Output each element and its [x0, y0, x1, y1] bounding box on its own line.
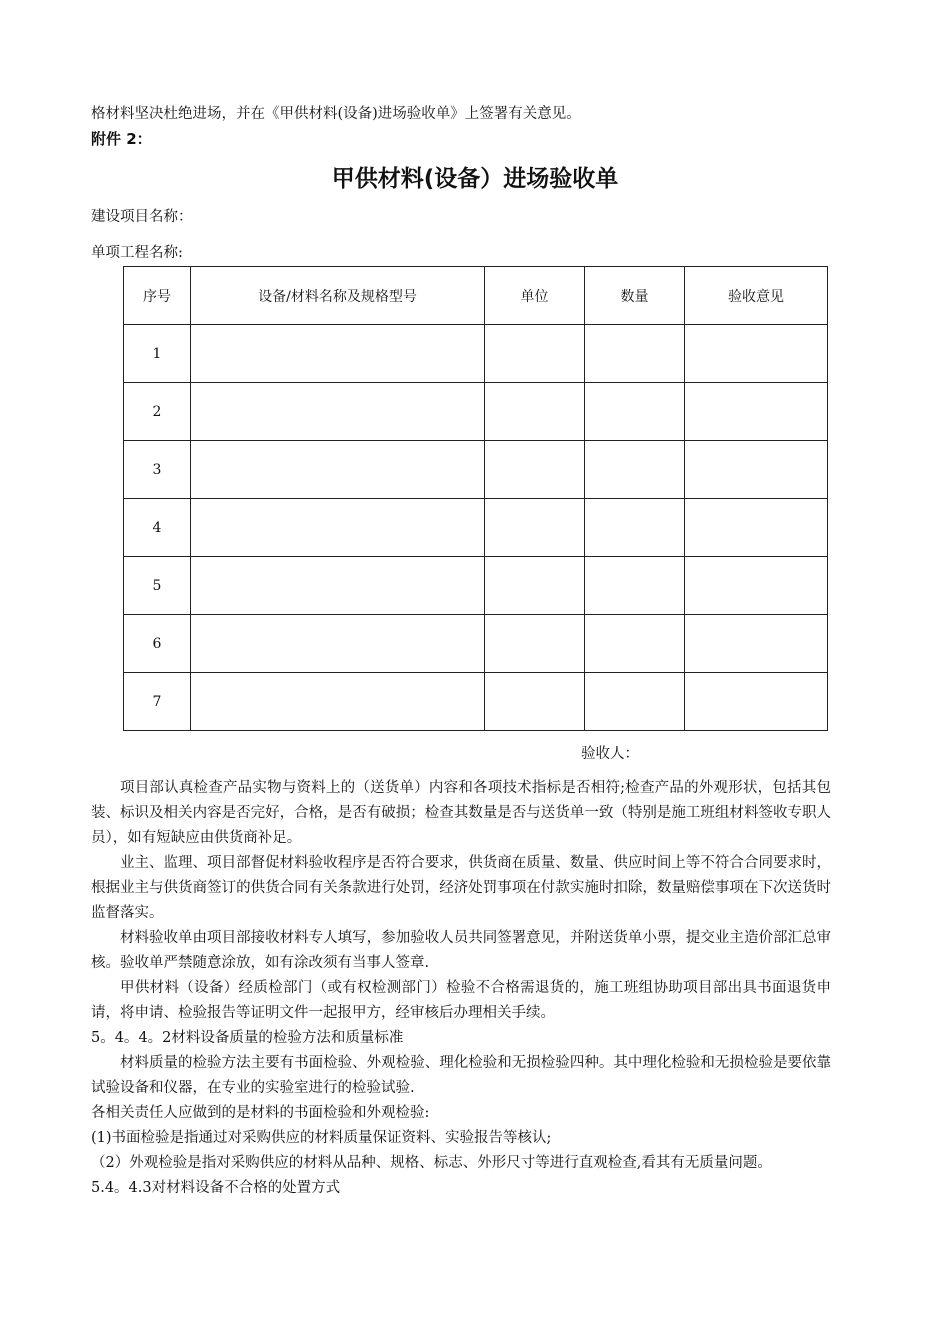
paragraph-acceptance-form: 材料验收单由项目部接收材料专人填写，参加验收人员共同签署意见，并附送货单小票，提交业主造价部汇总审核。验收单严禁随意涂放，如有涂改须有当事人签章.: [91, 930, 831, 971]
inspector-label: 验收人：: [581, 746, 639, 762]
opinion-cell[interactable]: [685, 557, 828, 615]
header-quantity: 数量: [585, 267, 685, 325]
table-row: [124, 615, 828, 673]
row-number: 1: [124, 325, 191, 383]
acceptance-table: [123, 266, 828, 731]
unit-cell[interactable]: [485, 441, 585, 499]
header-item-name: 设备/材料名称及规格型号: [191, 267, 485, 325]
paragraph-return: 甲供材料（设备）经质检部门（或有权检测部门）检验不合格需退货的，施工班组协助项目部出具书面退货申请，将申请、检验报告等证明文件一起报甲方，经审核后办理相关手续。: [91, 980, 831, 1021]
table-row: [124, 557, 828, 615]
table-row: [124, 325, 828, 383]
unit-cell[interactable]: [485, 673, 585, 731]
section-heading-5443: 5.4。4.3对材料设备不合格的处置方式: [91, 1180, 341, 1196]
paragraph-inspection: 项目部认真检查产品实物与资料上的（送货单）内容和各项技术指标是否相符;检查产品的外观形状，包括其包装、标识及相关内容是否完好，合格，是否有破损；检查其数量是否与送货单一致（特别是施工班组材料签收专职人员），如有短缺应由供货商补足。: [91, 780, 831, 846]
row-number: 5: [124, 557, 191, 615]
table-row: [124, 499, 828, 557]
row-number: 4: [124, 499, 191, 557]
opinion-cell[interactable]: [685, 615, 828, 673]
item-document-check: (1)书面检验是指通过对采购供应的材料质量保证资料、实验报告等核认;: [91, 1130, 552, 1146]
row-number: 7: [124, 673, 191, 731]
intro-text: 格材料坚决杜绝进场，并在《甲供材料(设备)进场验收单》上签署有关意见。: [91, 106, 581, 122]
item-name-cell[interactable]: [191, 325, 485, 383]
opinion-cell[interactable]: [685, 441, 828, 499]
quantity-cell[interactable]: [585, 383, 685, 441]
unit-cell[interactable]: [485, 383, 585, 441]
sub-project-label: 单项工程名称:: [91, 245, 183, 261]
item-name-cell[interactable]: [191, 441, 485, 499]
header-unit: 单位: [485, 267, 585, 325]
header-serial: 序号: [124, 267, 191, 325]
row-number: 2: [124, 383, 191, 441]
row-number: 3: [124, 441, 191, 499]
item-name-cell[interactable]: [191, 615, 485, 673]
paragraph-supervision: 业主、监理、项目部督促材料验收程序是否符合要求，供货商在质量、数量、供应时间上等不符合合同要求时，根据业主与供货商签订的供货合同有关条款进行处罚，经济处罚事项在付款实施时扣除，数量赔偿事项在下次送货时监督落实。: [91, 855, 831, 921]
item-name-cell[interactable]: [191, 383, 485, 441]
unit-cell[interactable]: [485, 615, 585, 673]
row-number: 6: [124, 615, 191, 673]
attachment-label: 附件 2：: [91, 130, 152, 148]
quantity-cell[interactable]: [585, 325, 685, 383]
body-paragraphs: [91, 776, 831, 1201]
form-title: 甲供材料(设备）进场验收单: [331, 166, 619, 192]
paragraph-test-methods: 材料质量的检验方法主要有书面检验、外观检验、理化检验和无损检验四种。其中理化检验和无损检验是要依靠试验设备和仪器，在专业的实验室进行的检验试验.: [91, 1055, 831, 1096]
item-name-cell[interactable]: [191, 557, 485, 615]
table-row: [124, 383, 828, 441]
table-row: [124, 673, 828, 731]
table-row: [124, 441, 828, 499]
duty-line: 各相关责任人应做到的是材料的书面检验和外观检验:: [91, 1105, 430, 1121]
item-visual-check: （2）外观检验是指对采购供应的材料从品种、规格、标志、外形尺寸等进行直观检查,看其有无质量问题。: [91, 1155, 772, 1171]
header-opinion: 验收意见: [685, 267, 828, 325]
project-name-label: 建设项目名称：: [91, 209, 193, 225]
opinion-cell[interactable]: [685, 383, 828, 441]
opinion-cell[interactable]: [685, 499, 828, 557]
quantity-cell[interactable]: [585, 673, 685, 731]
quantity-cell[interactable]: [585, 615, 685, 673]
opinion-cell[interactable]: [685, 325, 828, 383]
quantity-cell[interactable]: [585, 557, 685, 615]
unit-cell[interactable]: [485, 499, 585, 557]
opinion-cell[interactable]: [685, 673, 828, 731]
quantity-cell[interactable]: [585, 441, 685, 499]
table-header-row: [124, 267, 828, 325]
unit-cell[interactable]: [485, 325, 585, 383]
section-heading-5442: 5。4。4。2材料设备质量的检验方法和质量标准: [91, 1030, 404, 1046]
quantity-cell[interactable]: [585, 499, 685, 557]
item-name-cell[interactable]: [191, 499, 485, 557]
unit-cell[interactable]: [485, 557, 585, 615]
item-name-cell[interactable]: [191, 673, 485, 731]
